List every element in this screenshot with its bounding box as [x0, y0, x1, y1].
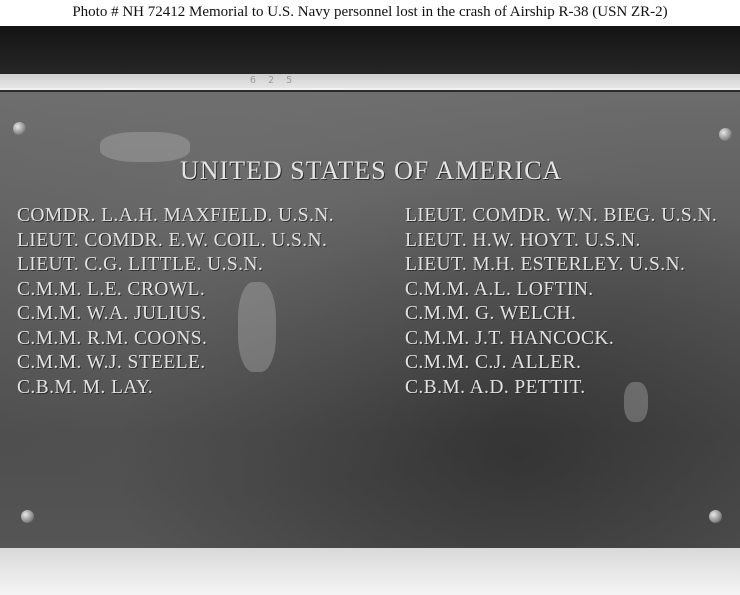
name-entry: C.M.M. J.T. HANCOCK.	[405, 327, 615, 349]
name-entry: LIEUT. C.G. LITTLE. U.S.N.	[17, 254, 264, 275]
names-right-column	[405, 204, 717, 400]
wall-shadow	[0, 26, 740, 74]
name-entry: C.B.M. M. LAY.	[17, 376, 154, 398]
scuff-mark	[100, 132, 190, 162]
name-entry: C.M.M. L.E. CROWL.	[17, 278, 206, 300]
name-entry: C.M.M. W.J. STEELE.	[17, 352, 206, 373]
ledge-marks: 6 2 5	[250, 75, 296, 86]
name-entry: C.B.M. A.D. PETTIT.	[405, 376, 586, 398]
memorial-plaque	[0, 90, 740, 550]
lower-ledge	[0, 548, 740, 595]
name-entry: COMDR. L.A.H. MAXFIELD. U.S.N.	[17, 205, 334, 226]
plaque-title: UNITED STATES OF AMERICA	[180, 156, 563, 185]
name-entry: C.M.M. W.A. JULIUS.	[17, 303, 207, 324]
bolt-icon	[21, 510, 34, 523]
bolt-icon	[719, 128, 732, 141]
bolt-icon	[13, 122, 26, 135]
photo-caption: Photo # NH 72412 Memorial to U.S. Navy personnel lost in the crash of Airship R-38 (USN ZR-2)	[72, 4, 668, 20]
bolt-icon	[709, 510, 722, 523]
name-entry: LIEUT. H.W. HOYT. U.S.N.	[405, 229, 641, 251]
name-entry: C.M.M. R.M. COONS.	[17, 327, 208, 349]
name-entry: C.M.M. G. WELCH.	[405, 303, 577, 324]
photograph	[0, 26, 740, 595]
name-entry: LIEUT. COMDR. W.N. BIEG. U.S.N.	[405, 205, 718, 226]
name-entry: LIEUT. M.H. ESTERLEY. U.S.N.	[405, 254, 686, 275]
name-entry: LIEUT. COMDR. E.W. COIL. U.S.N.	[17, 229, 328, 251]
name-entry: C.M.M. C.J. ALLER.	[405, 352, 582, 373]
name-entry: C.M.M. A.L. LOFTIN.	[405, 278, 594, 300]
upper-ledge	[0, 74, 740, 88]
names-left-column	[17, 204, 334, 400]
